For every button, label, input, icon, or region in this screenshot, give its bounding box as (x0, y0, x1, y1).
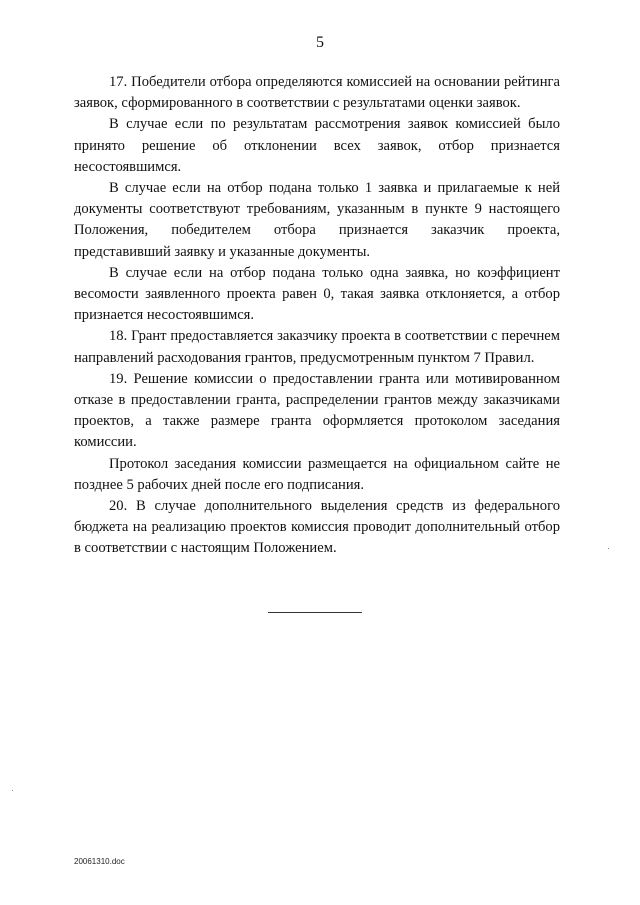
footer-file-name: 20061310.doc (74, 857, 125, 866)
document-body (74, 72, 560, 560)
paragraph-17: 17. Победители отбора определяются комиссией на основании рейтинга заявок, сформированного в соответствии с результатами оценки заявок. (74, 74, 560, 112)
scan-speck (608, 548, 609, 549)
paragraph-17-single-application: В случае если на отбор подана только 1 заявка и прилагаемые к ней документы соответствуют требованиям, указанным в пункте 9 настоящего Положения, победителем отбора признается заказчик проекта, представивший заявку и указанные документы. (74, 180, 560, 260)
page-number: 5 (316, 34, 324, 51)
scan-speck (12, 790, 13, 791)
paragraph-18: 18. Грант предоставляется заказчику проекта в соответствии с перечнем направлений расходования грантов, предусмотренным пунктом 7 Правил. (74, 328, 560, 366)
end-of-text-rule (268, 612, 362, 613)
paragraph-17-all-rejected: В случае если по результатам рассмотрения заявок комиссией было принято решение об отклонении всех заявок, отбор признается несостоявшимся. (74, 116, 560, 175)
paragraph-20: 20. В случае дополнительного выделения средств из федерального бюджета на реализацию проектов комиссия проводит дополнительный отбор в соответствии с настоящим Положением. (74, 498, 560, 557)
paragraph-19: 19. Решение комиссии о предоставлении гранта или мотивированном отказе в предоставлении гранта, распределении грантов между заказчиками проектов, а также размере гранта оформляется протоколом заседания комиссии. (74, 370, 560, 451)
paragraph-17-zero-coefficient: В случае если на отбор подана только одна заявка, но коэффициент весомости заявленного проекта равен 0, такая заявка отклоняется, а отбор признается несостоявшимся. (74, 264, 560, 324)
paragraph-19-protocol: Протокол заседания комиссии размещается на официальном сайте не позднее 5 рабочих дней после его подписания. (74, 455, 560, 493)
